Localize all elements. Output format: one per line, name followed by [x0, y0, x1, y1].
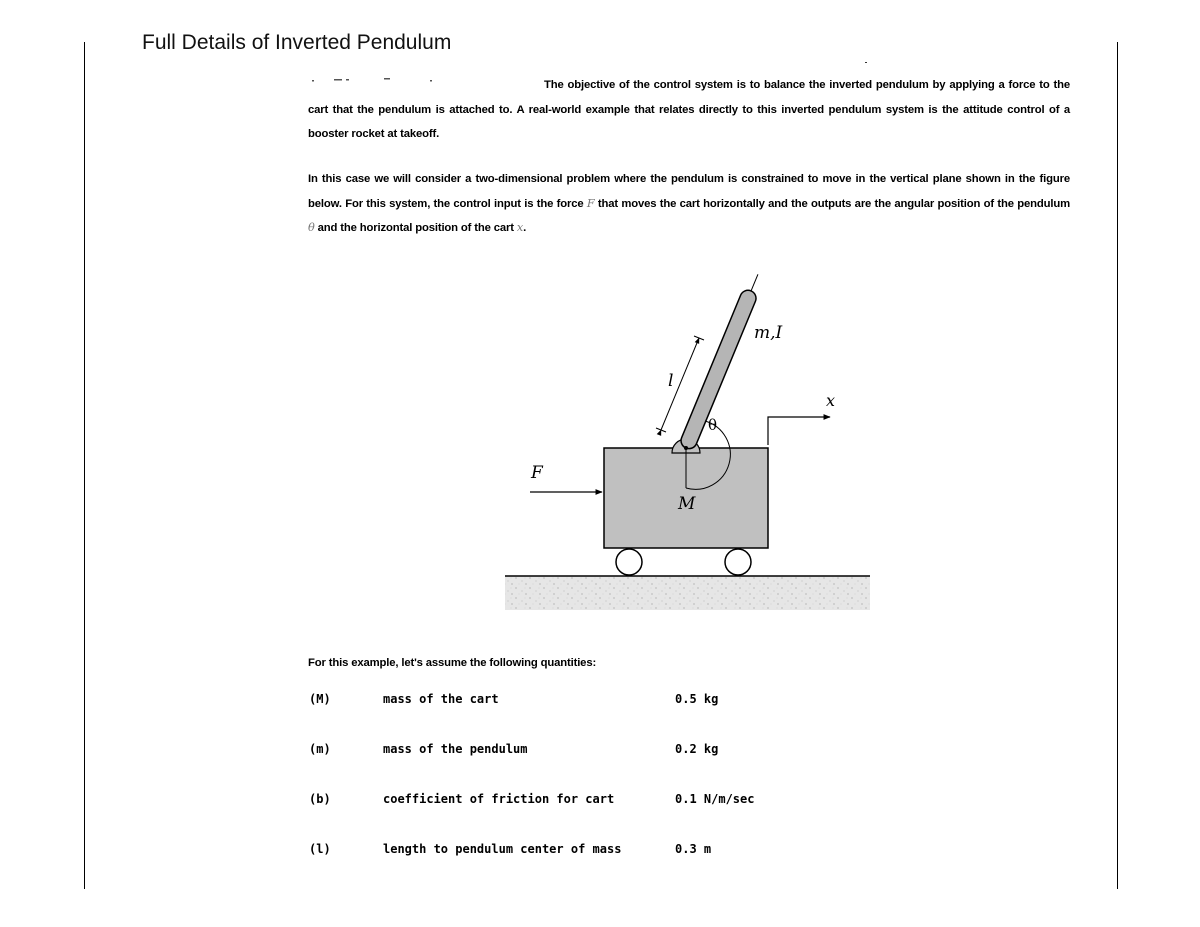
quantity-value: 0.5 kg: [675, 692, 719, 706]
pendulum-rod: [679, 271, 766, 451]
quantity-symbol: (l): [309, 842, 331, 856]
quantity-description: coefficient of friction for cart: [383, 792, 615, 806]
cart-mass-label: M: [678, 494, 696, 514]
quantity-value: 0.1 N/m/sec: [675, 792, 755, 806]
length-tick-upper: [694, 336, 704, 340]
inverted-pendulum-diagram: [500, 256, 872, 612]
left-wheel: [616, 549, 642, 575]
quantity-description: length to pendulum center of mass: [383, 842, 622, 856]
quantity-value: 0.3 m: [675, 842, 712, 856]
intro-paragraph: The objective of the control system is to balance the inverted pendulum by applying a force to the cart that the pendulum is attached to. A real-world example that relates directly to this inverted pendulum system is the attitude control of a booster rocket at takeoff.: [308, 79, 1070, 140]
theta-variable: θ: [308, 221, 315, 234]
force-variable: F: [586, 196, 595, 210]
length-tick-lower: [656, 428, 666, 432]
right-wheel: [725, 549, 751, 575]
page-title: Full Details of Inverted Pendulum: [142, 31, 452, 54]
length-label: l: [668, 371, 674, 391]
quantity-value: 0.2 kg: [675, 742, 719, 756]
quantity-description: mass of the cart: [383, 692, 499, 706]
stray-mark: [865, 62, 867, 63]
quantities-intro: For this example, let's assume the following quantities:: [308, 657, 597, 669]
force-label: F: [531, 463, 543, 483]
quantity-symbol: (M): [309, 692, 331, 706]
quantity-description: mass of the pendulum: [383, 742, 528, 756]
pendulum-mass-label: m,I: [754, 323, 783, 343]
right-margin-rule: [1117, 42, 1118, 889]
x-variable: x: [516, 221, 524, 234]
angle-label: θ: [708, 416, 718, 434]
quantity-symbol: (m): [309, 742, 331, 756]
problem-paragraph: In this case we will consider a two-dimensional problem where the pendulum is constrained to move in the vertical plane shown in the figure below. For this system, the control input is the force F that moves the cart horizontally and the outputs are the angular position of the pendulum θ and the horizontal position of the cart x.: [308, 173, 1070, 234]
position-arrow: [768, 417, 830, 445]
position-label: x: [826, 391, 836, 410]
ground: [505, 576, 870, 610]
quantity-symbol: (b): [309, 792, 331, 806]
left-margin-rule: [84, 42, 85, 889]
